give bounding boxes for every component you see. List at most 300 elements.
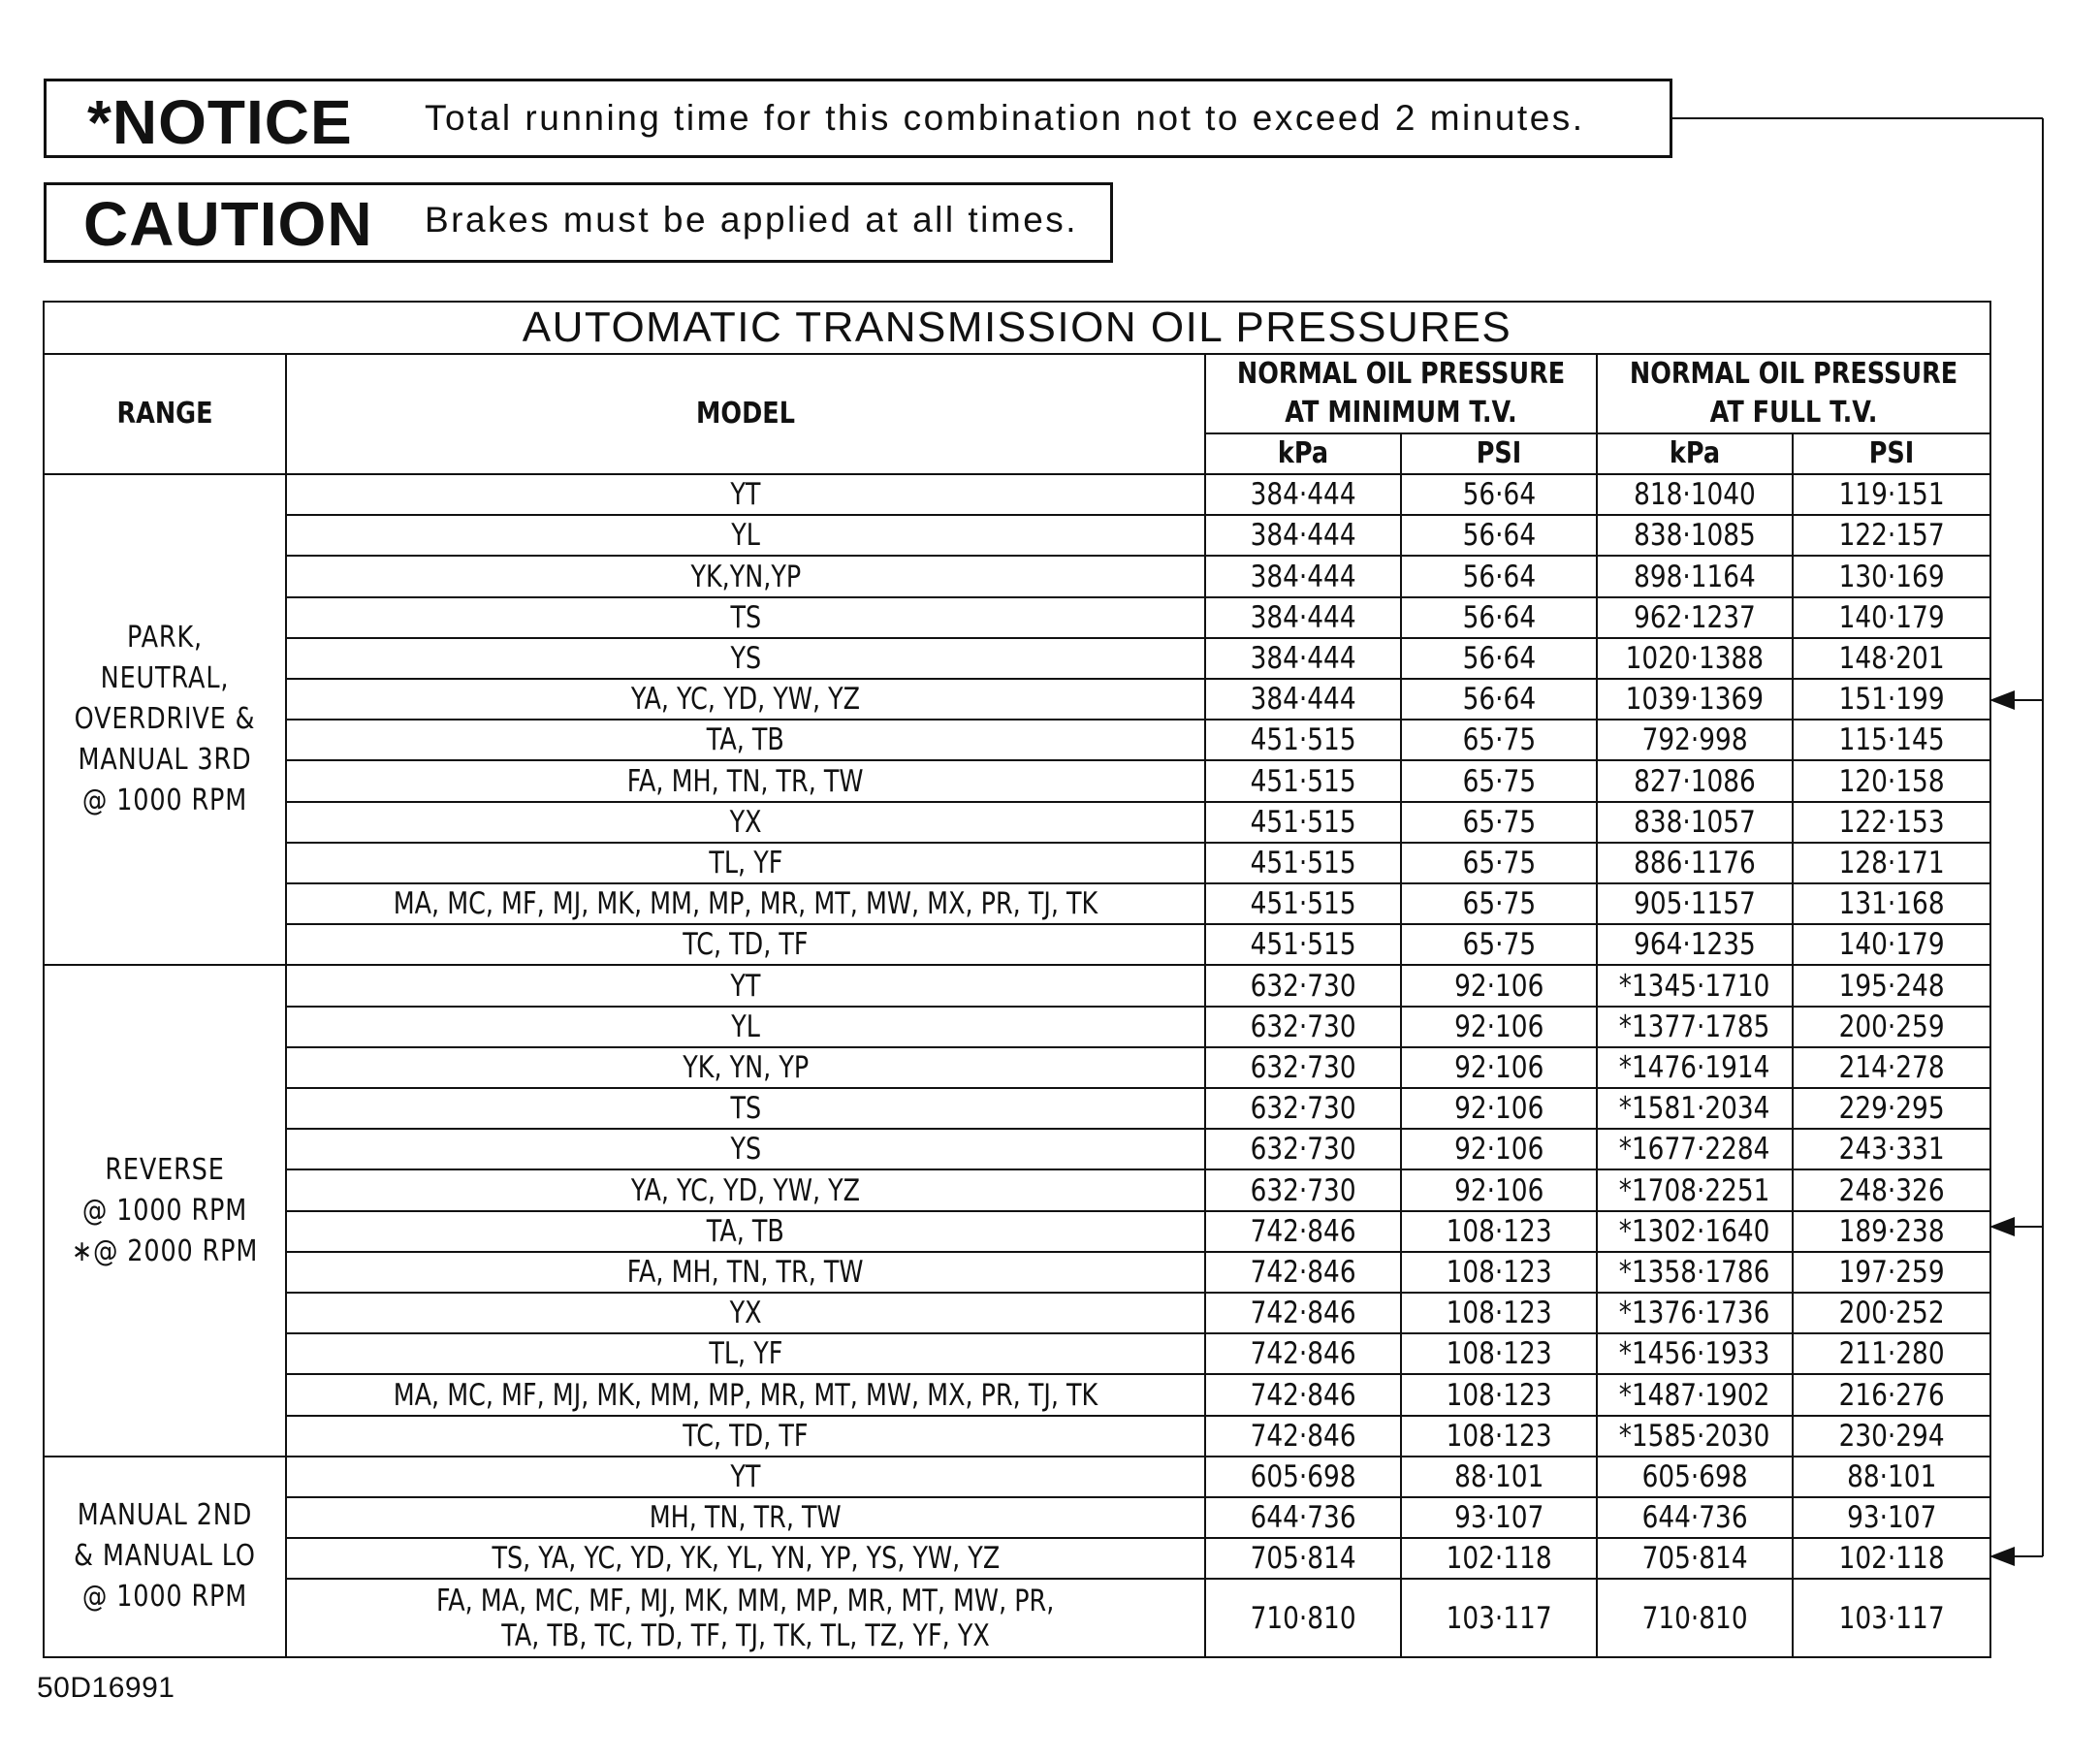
table-body bbox=[44, 474, 1990, 1657]
model-cell bbox=[286, 1129, 1205, 1169]
full-psi-value: 140·179 bbox=[1838, 927, 1945, 963]
min-psi-cell bbox=[1401, 515, 1597, 556]
model-cell bbox=[286, 1088, 1205, 1129]
table-row bbox=[44, 1374, 1990, 1415]
full-psi-value: 128·171 bbox=[1838, 845, 1945, 880]
full-psi-value: 216·276 bbox=[1838, 1377, 1945, 1413]
min-kpa-cell bbox=[1205, 760, 1401, 801]
min-kpa-value: 632·730 bbox=[1250, 968, 1356, 1004]
model-cell bbox=[286, 760, 1205, 801]
min-kpa-value: 451·515 bbox=[1250, 804, 1356, 840]
model-text: TA, TB, TC, TD, TF, TJ, TK, TL, TZ, YF, YX bbox=[501, 1617, 990, 1653]
table-row bbox=[44, 474, 1990, 515]
model-text: FA, MA, MC, MF, MJ, MK, MM, MP, MR, MT, MW, PR, bbox=[436, 1583, 1055, 1618]
min-kpa-value: 632·730 bbox=[1250, 1049, 1356, 1085]
min-kpa-cell bbox=[1205, 843, 1401, 883]
full-psi-value: 119·151 bbox=[1838, 477, 1945, 513]
model-cell bbox=[286, 1169, 1205, 1210]
caution-heading: CAUTION bbox=[83, 189, 373, 259]
full-kpa-value: *1376·1736 bbox=[1619, 1296, 1770, 1331]
model-text: TS, YA, YC, YD, YK, YL, YN, YP, YS, YW, YZ bbox=[492, 1541, 1000, 1577]
model-text: TS bbox=[730, 599, 761, 635]
full-psi-value: 122·157 bbox=[1838, 518, 1945, 554]
full-psi-value: 230·294 bbox=[1838, 1418, 1945, 1454]
min-psi-cell bbox=[1401, 1088, 1597, 1129]
model-cell bbox=[286, 597, 1205, 638]
min-psi-value: 92·106 bbox=[1453, 1172, 1544, 1208]
min-kpa-cell bbox=[1205, 1047, 1401, 1088]
model-cell bbox=[286, 1007, 1205, 1047]
min-kpa-cell bbox=[1205, 883, 1401, 924]
model-cell bbox=[286, 1579, 1205, 1657]
range-cell bbox=[44, 1457, 286, 1657]
full-psi-value: 103·117 bbox=[1838, 1600, 1945, 1636]
table-row bbox=[44, 720, 1990, 760]
notice-text: Total running time for this combination not to exceed 2 minutes. bbox=[425, 98, 1585, 138]
full-tv-header-line2: AT FULL T.V. bbox=[1709, 396, 1878, 430]
min-psi-value: 92·106 bbox=[1453, 968, 1544, 1004]
model-cell bbox=[286, 843, 1205, 883]
full-kpa-cell bbox=[1597, 556, 1793, 596]
model-text: MA, MC, MF, MJ, MK, MM, MP, MR, MT, MW, MX, PR, TJ, TK bbox=[393, 886, 1098, 922]
full-kpa-cell bbox=[1597, 924, 1793, 965]
full-psi-value: 200·259 bbox=[1838, 1009, 1945, 1044]
range-header-cell bbox=[44, 354, 286, 474]
full-psi-cell bbox=[1793, 843, 1990, 883]
min-psi-cell bbox=[1401, 1333, 1597, 1374]
model-text: FA, MH, TN, TR, TW bbox=[627, 763, 864, 799]
min-psi-cell bbox=[1401, 1252, 1597, 1293]
arrow-head-3 bbox=[1989, 1547, 2015, 1566]
oil-pressure-table bbox=[43, 301, 1991, 1658]
full-kpa-value: *1585·2030 bbox=[1619, 1418, 1770, 1454]
full-kpa-cell bbox=[1597, 1088, 1793, 1129]
full-kpa-value: 898·1164 bbox=[1634, 559, 1756, 594]
min-psi-cell bbox=[1401, 1129, 1597, 1169]
full-psi-cell bbox=[1793, 597, 1990, 638]
full-kpa-cell bbox=[1597, 638, 1793, 679]
full-kpa-value: *1487·1902 bbox=[1619, 1377, 1770, 1413]
table-row bbox=[44, 1333, 1990, 1374]
full-psi-cell bbox=[1793, 883, 1990, 924]
full-psi-cell bbox=[1793, 556, 1990, 596]
min-psi-cell bbox=[1401, 1497, 1597, 1538]
model-header: MODEL bbox=[696, 397, 795, 431]
min-kpa-cell bbox=[1205, 1497, 1401, 1538]
table-row bbox=[44, 1457, 1990, 1497]
full-psi-cell bbox=[1793, 1047, 1990, 1088]
model-text: YS bbox=[730, 640, 761, 676]
table-row bbox=[44, 1007, 1990, 1047]
model-cell bbox=[286, 924, 1205, 965]
model-text: MA, MC, MF, MJ, MK, MM, MP, MR, MT, MW, MX, PR, TJ, TK bbox=[393, 1377, 1098, 1413]
table-row bbox=[44, 924, 1990, 965]
range-cell bbox=[44, 474, 286, 965]
model-header-cell bbox=[286, 354, 1205, 474]
range-header: RANGE bbox=[116, 397, 213, 431]
table-row bbox=[44, 1169, 1990, 1210]
min-kpa-cell bbox=[1205, 474, 1401, 515]
full-psi-cell bbox=[1793, 515, 1990, 556]
full-psi-value: 197·259 bbox=[1838, 1254, 1945, 1290]
table-row bbox=[44, 1416, 1990, 1457]
model-text: YX bbox=[729, 1296, 762, 1331]
table-row bbox=[44, 1129, 1990, 1169]
full-psi-cell bbox=[1793, 760, 1990, 801]
model-cell bbox=[286, 1333, 1205, 1374]
full-psi-value: 131·168 bbox=[1838, 886, 1945, 922]
full-kpa-cell bbox=[1597, 802, 1793, 843]
model-cell bbox=[286, 1416, 1205, 1457]
min-psi-cell bbox=[1401, 1374, 1597, 1415]
full-psi-value: 148·201 bbox=[1838, 640, 1945, 676]
full-kpa-cell bbox=[1597, 1457, 1793, 1497]
full-kpa-cell bbox=[1597, 1538, 1793, 1579]
psi-full-header: PSI bbox=[1868, 436, 1915, 470]
full-psi-cell bbox=[1793, 1333, 1990, 1374]
min-kpa-value: 742·846 bbox=[1250, 1296, 1356, 1331]
full-kpa-cell bbox=[1597, 474, 1793, 515]
min-kpa-cell bbox=[1205, 1416, 1401, 1457]
min-psi-cell bbox=[1401, 760, 1597, 801]
full-psi-value: 200·252 bbox=[1838, 1296, 1945, 1331]
full-kpa-cell bbox=[1597, 843, 1793, 883]
kpa-full-header-cell bbox=[1597, 433, 1793, 474]
full-psi-value: 130·169 bbox=[1838, 559, 1945, 594]
model-cell bbox=[286, 474, 1205, 515]
min-psi-value: 92·106 bbox=[1453, 1091, 1544, 1127]
arrow-head-1 bbox=[1989, 690, 2015, 710]
full-psi-cell bbox=[1793, 1457, 1990, 1497]
full-kpa-cell bbox=[1597, 1579, 1793, 1657]
table-row bbox=[44, 1088, 1990, 1129]
min-psi-value: 92·106 bbox=[1453, 1132, 1544, 1168]
min-psi-value: 88·101 bbox=[1453, 1458, 1544, 1494]
full-psi-cell bbox=[1793, 638, 1990, 679]
range-label-line: REVERSE bbox=[105, 1152, 225, 1187]
min-psi-value: 56·64 bbox=[1462, 682, 1536, 718]
model-text: TA, TB bbox=[706, 1213, 785, 1249]
psi-full-header-cell bbox=[1793, 433, 1990, 474]
table-row bbox=[44, 556, 1990, 596]
min-kpa-cell bbox=[1205, 597, 1401, 638]
min-psi-cell bbox=[1401, 883, 1597, 924]
full-tv-header-line1: NORMAL OIL PRESSURE bbox=[1629, 357, 1958, 391]
min-psi-cell bbox=[1401, 556, 1597, 596]
min-kpa-cell bbox=[1205, 1333, 1401, 1374]
model-cell bbox=[286, 1374, 1205, 1415]
full-psi-cell bbox=[1793, 679, 1990, 720]
min-psi-cell bbox=[1401, 597, 1597, 638]
full-kpa-value: 705·814 bbox=[1641, 1541, 1748, 1577]
full-psi-value: 93·107 bbox=[1846, 1500, 1937, 1536]
model-text: YX bbox=[729, 804, 762, 840]
min-kpa-cell bbox=[1205, 1211, 1401, 1252]
full-psi-value: 88·101 bbox=[1846, 1458, 1937, 1494]
full-psi-cell bbox=[1793, 720, 1990, 760]
min-psi-value: 108·123 bbox=[1446, 1296, 1552, 1331]
table-row bbox=[44, 1293, 1990, 1333]
full-kpa-cell bbox=[1597, 1293, 1793, 1333]
min-psi-cell bbox=[1401, 679, 1597, 720]
model-cell bbox=[286, 1252, 1205, 1293]
full-psi-cell bbox=[1793, 1538, 1990, 1579]
model-cell bbox=[286, 1047, 1205, 1088]
full-psi-cell bbox=[1793, 1374, 1990, 1415]
table-row bbox=[44, 1497, 1990, 1538]
model-text: TC, TD, TF bbox=[683, 1418, 809, 1454]
figure-code: 50D16991 bbox=[37, 1672, 175, 1704]
min-kpa-cell bbox=[1205, 515, 1401, 556]
min-kpa-value: 632·730 bbox=[1250, 1009, 1356, 1044]
min-tv-header-line2: AT MINIMUM T.V. bbox=[1285, 396, 1517, 430]
min-psi-value: 65·75 bbox=[1462, 845, 1536, 880]
min-psi-value: 56·64 bbox=[1462, 559, 1536, 594]
model-text: MH, TN, TR, TW bbox=[650, 1500, 842, 1536]
min-kpa-value: 384·444 bbox=[1250, 559, 1356, 594]
min-psi-cell bbox=[1401, 1579, 1597, 1657]
min-kpa-value: 451·515 bbox=[1250, 845, 1356, 880]
min-psi-value: 56·64 bbox=[1462, 518, 1536, 554]
range-label-line: PARK, bbox=[127, 621, 203, 656]
full-kpa-value: 838·1057 bbox=[1634, 804, 1756, 840]
min-tv-header-line1: NORMAL OIL PRESSURE bbox=[1236, 357, 1566, 391]
range-label-line: OVERDRIVE & bbox=[74, 702, 256, 737]
full-kpa-cell bbox=[1597, 883, 1793, 924]
full-psi-cell bbox=[1793, 1497, 1990, 1538]
table-row bbox=[44, 679, 1990, 720]
full-psi-value: 189·238 bbox=[1838, 1213, 1945, 1249]
notice-heading: *NOTICE bbox=[87, 87, 353, 157]
full-psi-cell bbox=[1793, 1579, 1990, 1657]
model-text: YK,YN,YP bbox=[690, 559, 801, 594]
min-kpa-value: 742·846 bbox=[1250, 1213, 1356, 1249]
full-kpa-value: 886·1176 bbox=[1634, 845, 1756, 880]
min-psi-value: 92·106 bbox=[1453, 1009, 1544, 1044]
kpa-min-header-cell bbox=[1205, 433, 1401, 474]
model-cell bbox=[286, 556, 1205, 596]
min-kpa-value: 632·730 bbox=[1250, 1132, 1356, 1168]
caution-text: Brakes must be applied at all times. bbox=[425, 200, 1079, 240]
min-kpa-value: 451·515 bbox=[1250, 927, 1356, 963]
full-psi-value: 122·153 bbox=[1838, 804, 1945, 840]
full-kpa-value: *1377·1785 bbox=[1619, 1009, 1770, 1044]
min-psi-cell bbox=[1401, 1457, 1597, 1497]
table-row bbox=[44, 965, 1990, 1006]
full-kpa-value: 962·1237 bbox=[1634, 599, 1756, 635]
model-text: TS bbox=[730, 1091, 761, 1127]
min-kpa-cell bbox=[1205, 638, 1401, 679]
full-kpa-cell bbox=[1597, 515, 1793, 556]
full-kpa-cell bbox=[1597, 1416, 1793, 1457]
range-label-line: @ 1000 RPM bbox=[81, 1193, 248, 1228]
min-kpa-value: 605·698 bbox=[1250, 1458, 1356, 1494]
full-psi-cell bbox=[1793, 1416, 1990, 1457]
full-kpa-value: *1456·1933 bbox=[1619, 1336, 1770, 1372]
kpa-full-header: kPa bbox=[1669, 436, 1721, 470]
full-kpa-value: 792·998 bbox=[1641, 722, 1748, 758]
full-kpa-cell bbox=[1597, 1047, 1793, 1088]
model-cell bbox=[286, 965, 1205, 1006]
full-psi-cell bbox=[1793, 1169, 1990, 1210]
model-text: FA, MH, TN, TR, TW bbox=[627, 1254, 864, 1290]
min-kpa-value: 705·814 bbox=[1250, 1541, 1356, 1577]
min-kpa-value: 742·846 bbox=[1250, 1418, 1356, 1454]
min-kpa-cell bbox=[1205, 1252, 1401, 1293]
min-psi-cell bbox=[1401, 802, 1597, 843]
full-kpa-cell bbox=[1597, 1374, 1793, 1415]
table-row bbox=[44, 1579, 1990, 1657]
range-label-line: & MANUAL LO bbox=[74, 1539, 256, 1574]
full-kpa-value: 905·1157 bbox=[1634, 886, 1756, 922]
min-kpa-value: 632·730 bbox=[1250, 1172, 1356, 1208]
full-psi-value: 243·331 bbox=[1838, 1132, 1945, 1168]
min-kpa-cell bbox=[1205, 1007, 1401, 1047]
min-psi-cell bbox=[1401, 720, 1597, 760]
min-kpa-cell bbox=[1205, 1579, 1401, 1657]
min-psi-cell bbox=[1401, 1416, 1597, 1457]
min-psi-value: 65·75 bbox=[1462, 804, 1536, 840]
full-psi-cell bbox=[1793, 1007, 1990, 1047]
min-kpa-cell bbox=[1205, 1374, 1401, 1415]
table-row bbox=[44, 1252, 1990, 1293]
min-psi-value: 108·123 bbox=[1446, 1213, 1552, 1249]
full-psi-value: 120·158 bbox=[1838, 763, 1945, 799]
min-psi-value: 56·64 bbox=[1462, 599, 1536, 635]
model-text: TL, YF bbox=[708, 845, 783, 880]
min-kpa-value: 384·444 bbox=[1250, 682, 1356, 718]
full-kpa-value: *1476·1914 bbox=[1619, 1049, 1770, 1085]
full-kpa-value: *1302·1640 bbox=[1619, 1213, 1770, 1249]
min-psi-value: 93·107 bbox=[1453, 1500, 1544, 1536]
min-psi-value: 65·75 bbox=[1462, 927, 1536, 963]
model-cell bbox=[286, 802, 1205, 843]
min-kpa-value: 742·846 bbox=[1250, 1254, 1356, 1290]
min-psi-cell bbox=[1401, 474, 1597, 515]
range-label-line: @ 1000 RPM bbox=[81, 784, 248, 818]
table-row bbox=[44, 515, 1990, 556]
table-row bbox=[44, 843, 1990, 883]
full-kpa-value: *1708·2251 bbox=[1619, 1172, 1770, 1208]
range-cell bbox=[44, 965, 286, 1456]
table-row bbox=[44, 883, 1990, 924]
min-psi-value: 92·106 bbox=[1453, 1049, 1544, 1085]
min-psi-value: 108·123 bbox=[1446, 1254, 1552, 1290]
full-psi-value: 151·199 bbox=[1838, 682, 1945, 718]
min-kpa-value: 384·444 bbox=[1250, 477, 1356, 513]
model-cell bbox=[286, 883, 1205, 924]
min-psi-cell bbox=[1401, 1007, 1597, 1047]
min-psi-cell bbox=[1401, 1169, 1597, 1210]
min-tv-header-cell bbox=[1205, 354, 1597, 433]
model-text: YT bbox=[730, 968, 761, 1004]
min-kpa-cell bbox=[1205, 1538, 1401, 1579]
full-psi-value: 195·248 bbox=[1838, 968, 1945, 1004]
full-kpa-value: 605·698 bbox=[1641, 1458, 1748, 1494]
full-kpa-value: 1039·1369 bbox=[1625, 682, 1765, 718]
min-kpa-value: 451·515 bbox=[1250, 722, 1356, 758]
model-text: YK, YN, YP bbox=[683, 1049, 809, 1085]
full-kpa-cell bbox=[1597, 1252, 1793, 1293]
model-text: YS bbox=[730, 1132, 761, 1168]
min-psi-cell bbox=[1401, 1538, 1597, 1579]
table-row bbox=[44, 1047, 1990, 1088]
model-text: YL bbox=[731, 1009, 760, 1044]
min-psi-value: 108·123 bbox=[1446, 1418, 1552, 1454]
full-psi-cell bbox=[1793, 474, 1990, 515]
min-kpa-cell bbox=[1205, 802, 1401, 843]
model-cell bbox=[286, 515, 1205, 556]
min-psi-value: 56·64 bbox=[1462, 477, 1536, 513]
full-psi-cell bbox=[1793, 1293, 1990, 1333]
full-psi-cell bbox=[1793, 965, 1990, 1006]
arrow-head-2 bbox=[1989, 1217, 2015, 1236]
min-psi-cell bbox=[1401, 843, 1597, 883]
min-kpa-value: 451·515 bbox=[1250, 763, 1356, 799]
min-psi-value: 65·75 bbox=[1462, 886, 1536, 922]
caution-box bbox=[44, 182, 1113, 263]
min-kpa-value: 742·846 bbox=[1250, 1377, 1356, 1413]
full-kpa-value: 818·1040 bbox=[1634, 477, 1756, 513]
table-row bbox=[44, 1538, 1990, 1579]
full-psi-value: 140·179 bbox=[1838, 599, 1945, 635]
model-text: YT bbox=[730, 477, 761, 513]
table-row bbox=[44, 802, 1990, 843]
full-kpa-value: 710·810 bbox=[1641, 1600, 1748, 1636]
full-psi-cell bbox=[1793, 924, 1990, 965]
model-cell bbox=[286, 720, 1205, 760]
full-psi-value: 214·278 bbox=[1838, 1049, 1945, 1085]
min-kpa-cell bbox=[1205, 720, 1401, 760]
min-psi-cell bbox=[1401, 1211, 1597, 1252]
min-kpa-cell bbox=[1205, 1293, 1401, 1333]
full-kpa-value: *1581·2034 bbox=[1619, 1091, 1770, 1127]
range-label-line: ∗@ 2000 RPM bbox=[71, 1233, 259, 1268]
full-tv-header-cell bbox=[1597, 354, 1990, 433]
model-cell bbox=[286, 1457, 1205, 1497]
full-kpa-value: *1345·1710 bbox=[1619, 968, 1770, 1004]
model-text: YL bbox=[731, 518, 760, 554]
full-kpa-value: 1020·1388 bbox=[1625, 640, 1765, 676]
full-psi-cell bbox=[1793, 1088, 1990, 1129]
model-cell bbox=[286, 1497, 1205, 1538]
min-psi-value: 65·75 bbox=[1462, 722, 1536, 758]
min-psi-cell bbox=[1401, 924, 1597, 965]
model-cell bbox=[286, 1538, 1205, 1579]
min-kpa-value: 742·846 bbox=[1250, 1336, 1356, 1372]
full-kpa-cell bbox=[1597, 720, 1793, 760]
full-kpa-cell bbox=[1597, 597, 1793, 638]
range-label-line: MANUAL 3RD bbox=[78, 743, 252, 778]
model-text: TL, YF bbox=[708, 1336, 783, 1372]
full-kpa-cell bbox=[1597, 1129, 1793, 1169]
model-cell bbox=[286, 679, 1205, 720]
full-kpa-value: 644·736 bbox=[1641, 1500, 1748, 1536]
full-kpa-value: 838·1085 bbox=[1634, 518, 1756, 554]
model-text: TA, TB bbox=[706, 722, 785, 758]
full-psi-value: 102·118 bbox=[1838, 1541, 1945, 1577]
min-psi-value: 65·75 bbox=[1462, 763, 1536, 799]
table-row bbox=[44, 597, 1990, 638]
full-kpa-value: 964·1235 bbox=[1634, 927, 1756, 963]
full-kpa-cell bbox=[1597, 1497, 1793, 1538]
full-kpa-cell bbox=[1597, 1169, 1793, 1210]
full-psi-cell bbox=[1793, 802, 1990, 843]
kpa-min-header: kPa bbox=[1277, 436, 1329, 470]
full-kpa-cell bbox=[1597, 965, 1793, 1006]
full-psi-value: 211·280 bbox=[1838, 1336, 1945, 1372]
table-title: AUTOMATIC TRANSMISSION OIL PRESSURES bbox=[44, 302, 1990, 354]
